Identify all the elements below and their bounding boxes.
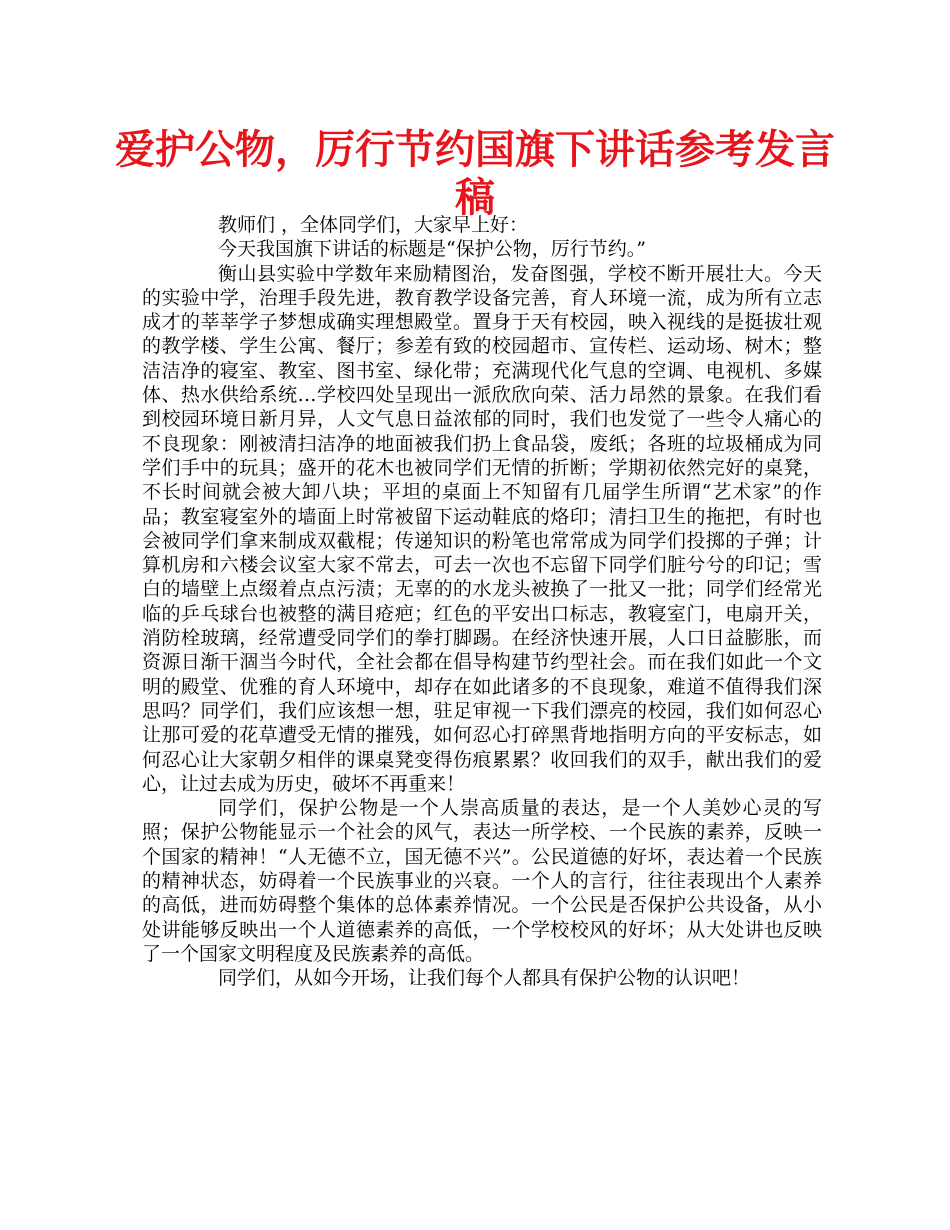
- greeting-paragraph: 教师们 ，全体同学们，大家早上好：: [218, 214, 529, 236]
- document-title: 爱护公物，厉行节约国旗下讲话参考发言稿: [115, 126, 835, 221]
- body-paragraph: 衡山县实验中学数年来励精图治，发奋图强，学校不断开展壮大。今天的实验中学，治理手段先进，教育教学设备完善，育人环境一流，成为所有立志成才的莘莘学子梦想成确实理想殿堂。置身于天有校园，映入视线的是挺拔壮观的教学楼、学生公寓、餐厅；参差有致的校园超市、宣传栏、运动场、树木；整洁洁净的寝室、教室、图书室、绿化带；充满现代化气息的空调、电视机、多媒体、热水供给系统…学校四处呈现出一派欣欣向荣、活力昂然的景象。在我们看到校园环境日新月异，人文气息日益浓郁的同时，我们也发觉了一些令人痛心的不良现象：刚被清扫洁净的地面被我们扔上食品袋，废纸；各班的垃圾桶成为同学们手中的玩具；盛开的花木也被同学们无情的折断；学期初依然完好的桌凳，不长时间就会被大卸八块；平坦的桌面上不知留有几届学生所谓“艺术家”的作品；教室寝室外的墙面上时常被留下运动鞋底的烙印；清扫卫生的拖把，有时也会被同学们拿来制成双截棍；传递知识的粉笔也常常成为同学们投掷的子弹；计算机房和六楼会议室大家不常去，可去一次也不忘留下同学们脏兮兮的印记；雪白的墙壁上点缀着点点污渍；无辜的的水龙头被换了一批又一批；同学们经常光临的乒乓球台也被整的满目疮疤；红色的平安出口标志，教寝室门，电扇开关，消防栓玻璃，经常遭受同学们的拳打脚踢。在经济快速开展，人口日益膨胀，而资源日渐干涸当今时代，全社会都在倡导构建节约型社会。而在我们如此一个文明的殿堂、优雅的育人环境中，却存在如此诸多的不良现象，难道不值得我们深思吗？同学们，我们应该想一想，驻足审视一下我们漂亮的校园，我们如何忍心让那可爱的花草遭受无情的摧残，如何忍心打碎黑背地指明方向的平安标志，如何忍心让大家朝夕相伴的课桌凳变得伤痕累累？收回我们的双手，献出我们的爱心，让过去成为历史，破坏不再重来！: [142, 262, 822, 795]
- topic-paragraph: 今天我国旗下讲话的标题是“保护公物，厉行节约。”: [218, 238, 646, 261]
- closing-paragraph: 同学们，从如今开场，让我们每个人都具有保护公物的认识吧！: [218, 967, 751, 990]
- body-paragraph: 同学们，保护公物是一个人崇高质量的表达，是一个人美妙心灵的写照；保护公物能显示一个社会的风气，表达一所学校、一个民族的素养，反映一个国家的精神！“人无德不立，国无德不兴”。公民道德的好坏，表达着一个民族的精神状态，妨碍着一个民族事业的兴衰。一个人的言行，往往表现出个人素养的高低，进而妨碍整个集体的总体素养情况。一个公民是否保护公共设备，从小处讲能够反映出一个人道德素养的高低，一个学校校风的好坏；从大处讲也反映了一个国家文明程度及民族素养的高低。: [142, 797, 822, 965]
- document-body: [142, 213, 822, 991]
